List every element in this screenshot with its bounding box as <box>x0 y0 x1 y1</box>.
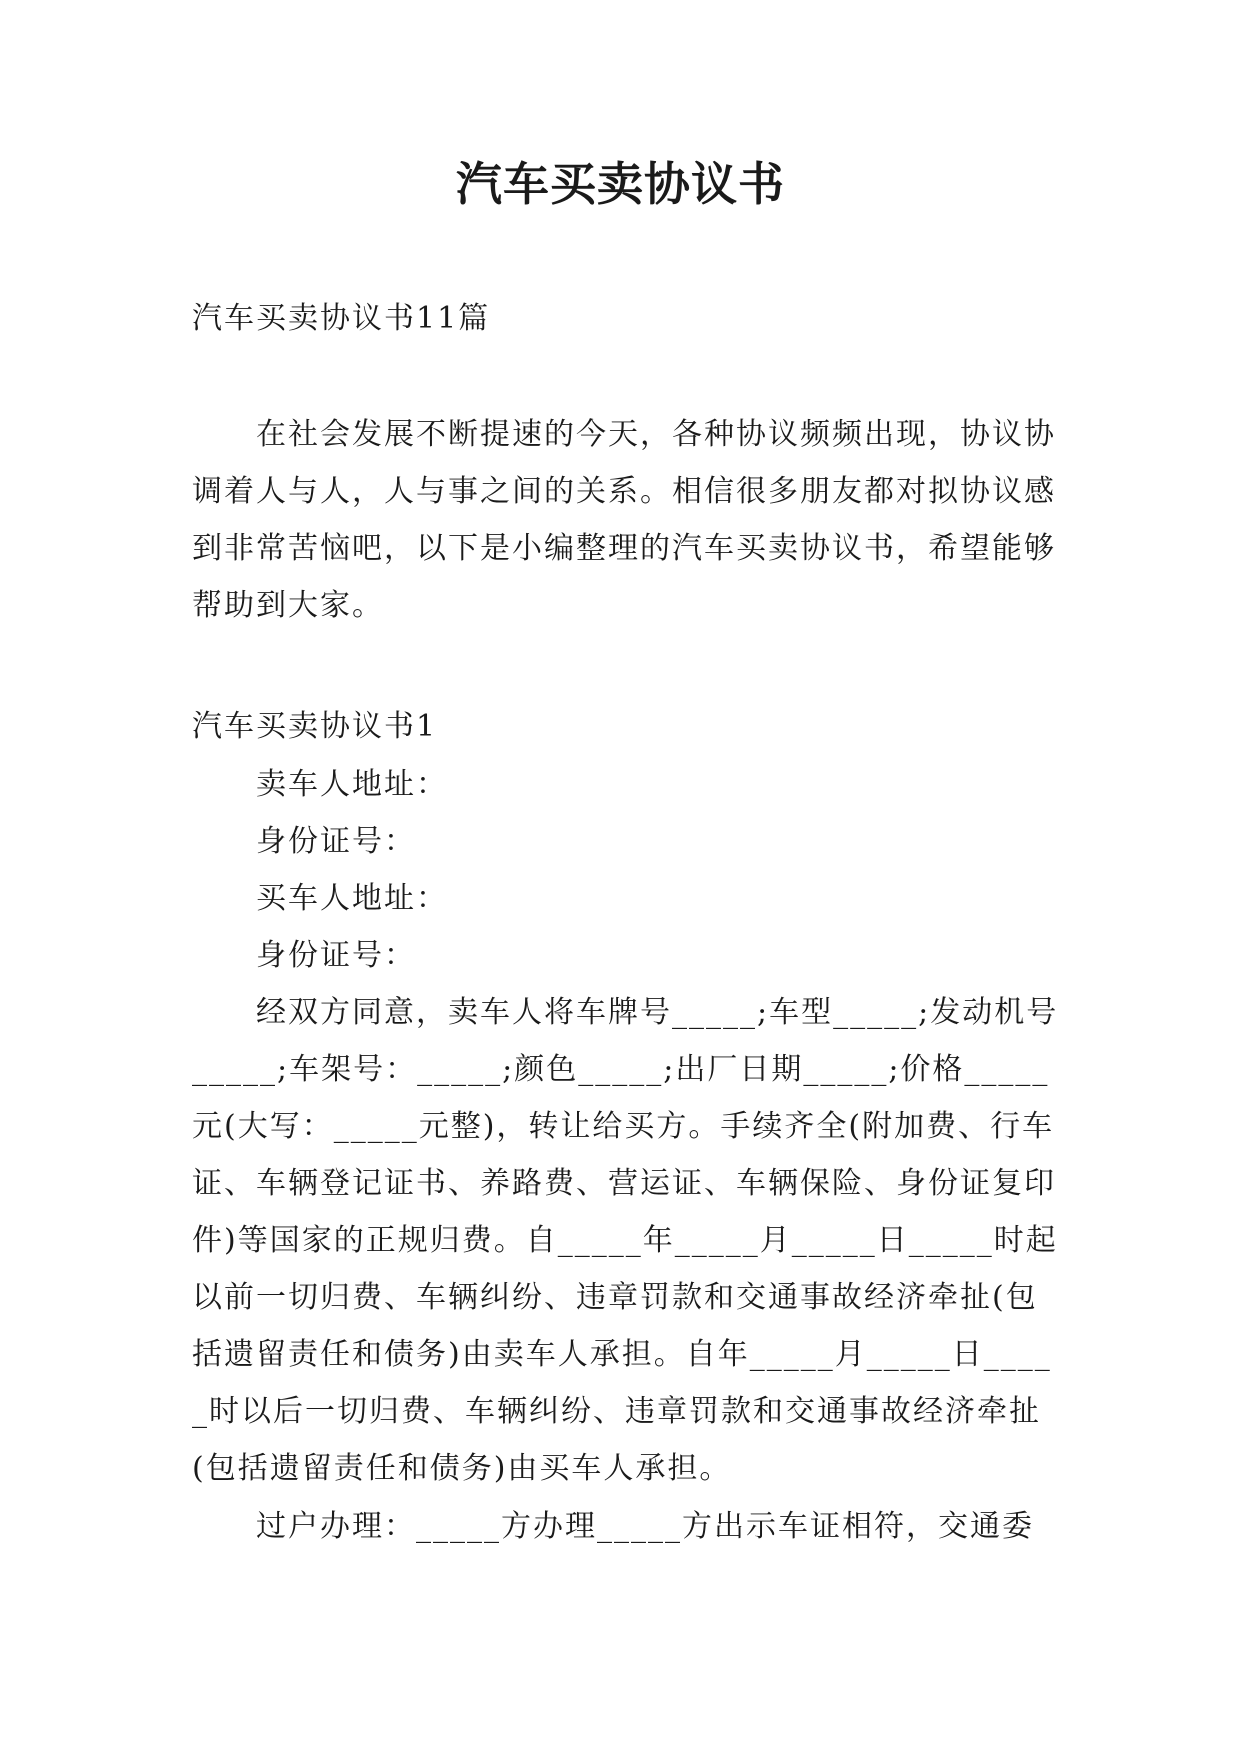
intro-paragraph: 在社会发展不断提速的今天，各种协议频频出现，协议协调着人与人，人与事之间的关系。相信很多朋友都对拟协议感到非常苦恼吧，以下是小编整理的汽车买卖协议书，希望能够帮助到大家。 <box>192 417 1056 623</box>
document-subtitle: 汽车买卖协议书11篇 <box>192 301 491 336</box>
buyer-address-label: 买车人地址： <box>256 881 448 916</box>
seller-address-label: 卖车人地址： <box>256 767 448 802</box>
party-fields <box>192 756 1062 984</box>
agreement-paragraph: 经双方同意，卖车人将车牌号_____;车型_____;发动机号_____;车架号：_____;颜色_____;出厂日期_____;价格_____元(大写：_____元整)，转让给买方。手续齐全(附加费、行车证、车辆登记证书、养路费、营运证、车辆保险、身份证复印件)等国家的正规归费。自_____年_____月_____日_____时起以前一切归费、车辆纠纷、违章罚款和交通事故经济牵扯(包括遗留责任和债务)由卖车人承担。自年_____月_____日_____时以后一切归费、车辆纠纷、违章罚款和交通事故经济牵扯(包括遗留责任和债务)由买车人承担。 <box>192 995 1059 1486</box>
buyer-id-label: 身份证号： <box>256 938 416 973</box>
seller-id-label: 身份证号： <box>256 824 416 859</box>
section-heading: 汽车买卖协议书1 <box>192 709 438 744</box>
document-title: 汽车买卖协议书 <box>456 157 785 211</box>
transfer-paragraph: 过户办理：_____方办理_____方出示车证相符，交通委 <box>256 1509 1034 1544</box>
